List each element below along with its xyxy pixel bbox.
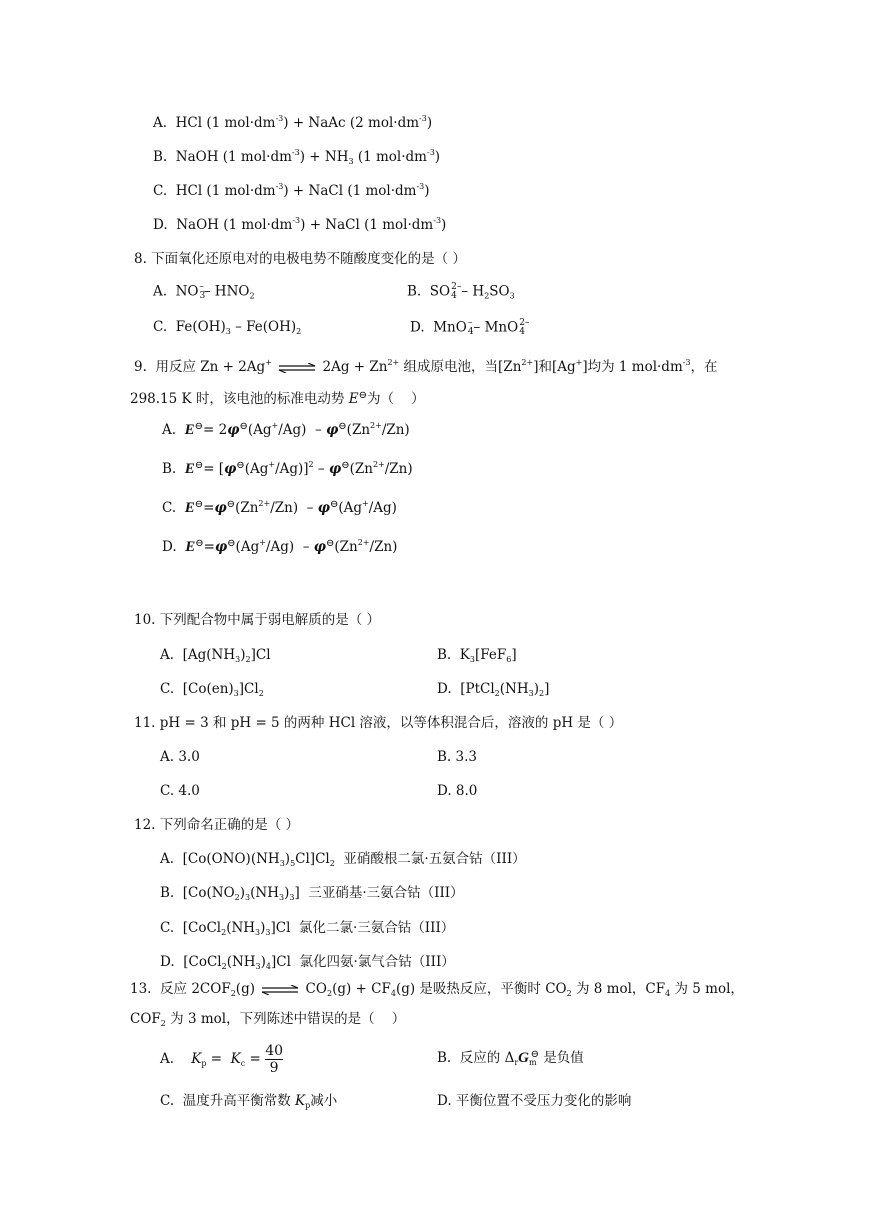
q8-option-a: A. NO 3 – – $HNO_2$ [153, 282, 255, 301]
q13-option-a: A. $K_p = K_c$ = $\frac{40}{9}$ [160, 1043, 284, 1076]
q11-option-a: A. 3.0 [160, 749, 200, 765]
q11-stem: 11. pH = 3 和 pH = 5 的两种 HCl 溶液，以等体积混合后，溶液的 pH 是（ ） [134, 715, 623, 731]
q12-stem: 12. 下列命名正确的是（ ） [134, 817, 300, 833]
q11-option-c: C. 4.0 [160, 783, 200, 799]
q9-option-c: C. $E^⊖=\varphi^⊖(Zn^{2+}/Zn) - \varphi^⊖(Ag^+/Ag)$ [162, 499, 397, 516]
q13-option-c: C. 温度升高平衡常数 $K_p$减小 [160, 1093, 338, 1110]
q11-option-b: B. 3.3 [437, 749, 477, 765]
q7-option-b: B. NaOH (1 $mol\cdot dm^{-3}) + NH_3$ (1 $mol\cdot dm^{-3}$) [153, 148, 441, 166]
q11-option-d: D. 8.0 [437, 783, 478, 799]
q8-stem: 8. 下面氧化还原电对的电极电势不随酸度变化的是（ ） [134, 251, 466, 267]
q9-option-d: D. $E^⊖=\varphi^⊖(Ag^+/Ag) - \varphi^⊖(Zn^{2+}/Zn)$ [162, 538, 398, 555]
q12-option-d: D. $[CoCl_2(NH_3)_4]Cl$ 氯化四氨·氯气合钴（III） [160, 954, 455, 971]
q8-option-c: C. $Fe(OH)_3 - Fe(OH)_2$ [153, 319, 302, 336]
q10-option-c: C. $[Co(en)_3]Cl_2$ [160, 681, 264, 698]
equilibrium-arrow-icon [278, 363, 316, 373]
q7-option-d: D. NaOH (1 $mol\cdot dm^{-3}$) + NaCl (1 $mol\cdot dm^{-3}$) [153, 216, 447, 233]
q13-stem: 13. 反应 $2COF_2(g) CO_2(g) + CF_4(g)$ 是吸热反应，平衡时 $CO_2$ 为 8 mol，$CF_4$ 为 5 mol， [130, 981, 744, 998]
q12-option-c: C. $[CoCl_2(NH_3)_3]Cl$ 氯化二氯·三氨合钴（III） [160, 920, 455, 937]
q12-option-a: A. $[Co(ONO)(NH_3)_5Cl]Cl_2$ 亚硝酸根二氯·五氨合钴（III） [160, 851, 526, 868]
q13-option-b: B. 反应的 $\Delta_rG_m^⊖$ 是负值 [437, 1049, 584, 1067]
q13-stem-line2: $COF_2$ 为 3 mol，下列陈述中错误的是（ ） [130, 1011, 406, 1028]
q9-option-b: B. $E^⊖= [\varphi^⊖(Ag^+/Ag)]^2 - \varphi^⊖(Zn^{2+}/Zn)$ [162, 460, 413, 477]
q8-option-d: D. MnO – 4 – MnO 2– 4 [410, 318, 530, 337]
q10-option-b: B. $K_3[FeF_6]$ [437, 647, 517, 664]
equilibrium-arrow-icon [261, 985, 299, 995]
q10-stem: 10. 下列配合物中属于弱电解质的是（ ） [134, 612, 381, 628]
q9-stem: 9. 用反应 Zn + 2Ag+ $2Ag + Zn^{2+}$ 组成原电池，当$[Zn^{2+}]$和[Ag+]均为 1 $mol\cdot dm^{-3}$，在 [134, 358, 718, 375]
q12-option-b: B. $[Co(NO_2)_3(NH_3)_3]$ 三亚硝基·三氨合钴（III） [160, 885, 464, 902]
q10-option-d: D. $[PtCl_2(NH_3)_2]$ [437, 681, 550, 698]
q8-option-b: B. SO 2– 4 – $H_2SO_3$ [407, 282, 515, 301]
q13-option-d: D. 平衡位置不受压力变化的影响 [437, 1093, 632, 1109]
q7-option-a: A. HCl (1 $mol\cdot dm^{-3}$) + NaAc (2 $mol\cdot dm^{-3}$) [153, 114, 433, 131]
q10-option-a: A. $[Ag(NH_3)_2]Cl$ [160, 647, 271, 664]
fraction-40-9: $\frac{40}{9}$ [265, 1043, 284, 1076]
q9-stem-line2: 298.15 K 时，该电池的标准电动势 E⊖为（ ） [130, 390, 425, 407]
q7-option-c: C. HCl (1 $mol\cdot dm^{-3}$) + NaCl (1 $mol\cdot dm^{-3}$) [153, 182, 430, 199]
q9-option-a: A. $E^⊖= 2\varphi^⊖(Ag^+/Ag) - \varphi^⊖(Zn^{2+}/Zn)$ [162, 421, 410, 438]
